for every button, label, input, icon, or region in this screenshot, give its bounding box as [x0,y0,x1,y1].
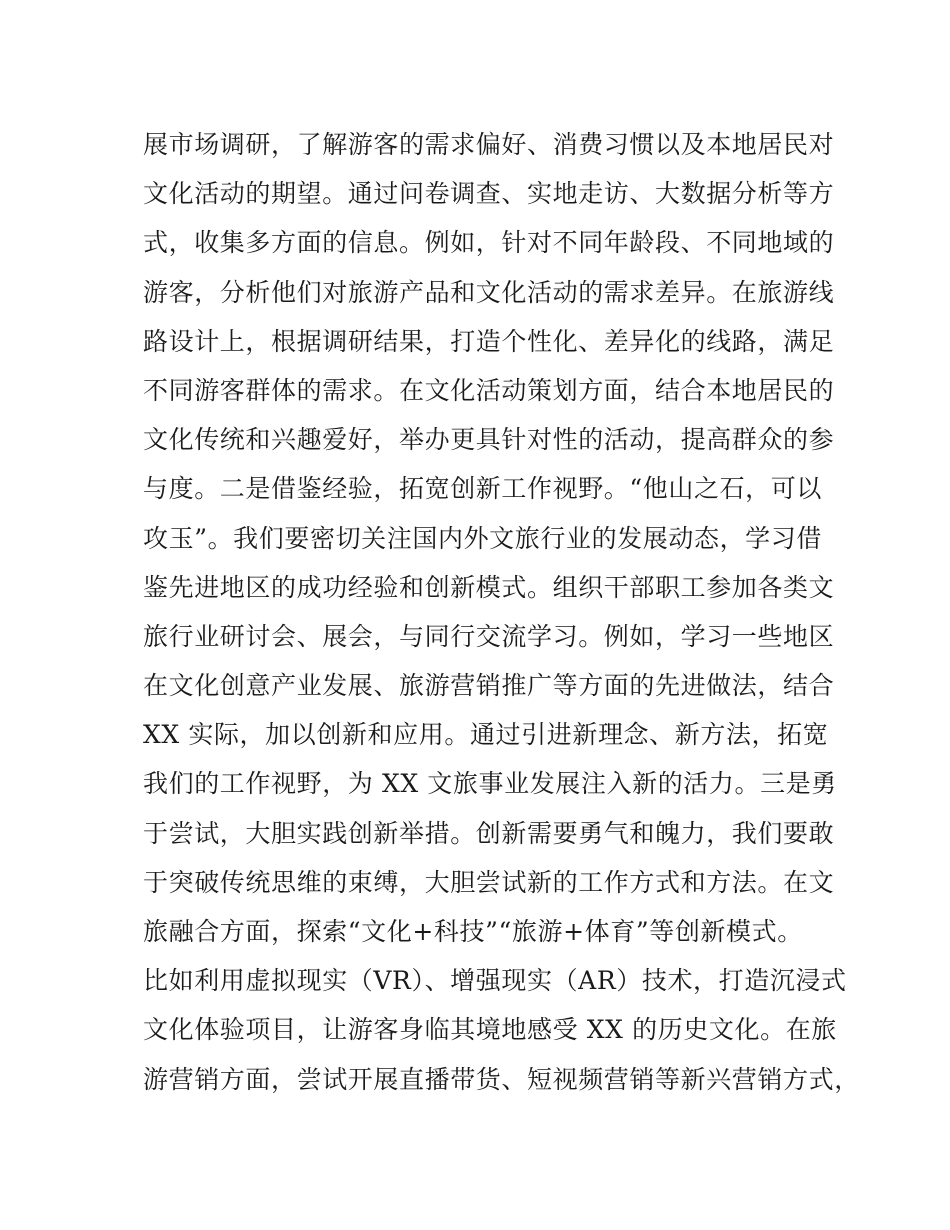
text-line: 文化活动的期望。通过问卷调查、实地走访、大数据分析等方 [143,179,835,209]
text-line: 在文化创意产业发展、旅游营销推广等方面的先进做法，结合 [143,671,835,701]
text-line: 路设计上，根据调研结果，打造个性化、差异化的线路，满足 [143,326,835,356]
text-line: 比如利用虚拟现实（VR）、增强现实（AR）技术，打造沉浸式 [143,966,847,996]
text-line: 鉴先进地区的成功经验和创新模式。组织干部职工参加各类文 [143,572,835,602]
text-line: 文化体验项目，让游客身临其境地感受 XX 的历史文化。在旅 [143,1015,837,1045]
text-line: 游营销方面，尝试开展直播带货、短视频营销等新兴营销方式， [143,1064,860,1094]
text-line: 旅行业研讨会、展会，与同行交流学习。例如，学习一些地区 [143,621,835,651]
text-line: 不同游客群体的需求。在文化活动策划方面，结合本地居民的 [143,375,835,405]
text-line: 于尝试，大胆实践创新举措。创新需要勇气和魄力，我们要敢 [143,818,835,848]
text-line: 文化传统和兴趣爱好，举办更具针对性的活动，提高群众的参 [143,425,835,455]
text-line: 式，收集多方面的信息。例如，针对不同年龄段、不同地域的 [143,228,835,258]
text-line: 与度。二是借鉴经验，拓宽创新工作视野。“他山之石，可以 [143,474,822,504]
text-line: 于突破传统思维的束缚，大胆尝试新的工作方式和方法。在文 [143,867,835,897]
text-line: 旅融合方面，探索“文化+科技”“旅游+体育”等创新模式。 [143,917,803,946]
text-line: XX 实际，加以创新和应用。通过引进新理念、新方法，拓宽 [143,720,829,750]
text-line: 攻玉”。我们要密切关注国内外文旅行业的发展动态，学习借 [143,523,822,553]
text-line: 展市场调研，了解游客的需求偏好、消费习惯以及本地居民对 [143,130,835,159]
text-line: 我们的工作视野，为 XX 文旅事业发展注入新的活力。三是勇 [143,769,837,799]
text-line: 游客，分析他们对旅游产品和文化活动的需求差异。在旅游线 [143,277,835,307]
body-text [143,120,860,1104]
